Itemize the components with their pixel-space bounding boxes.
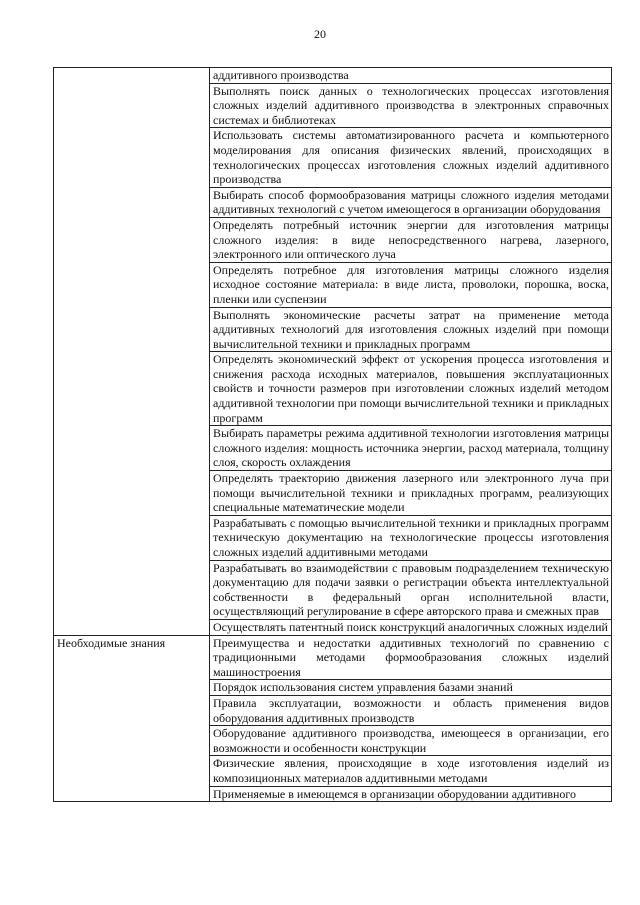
table-row xyxy=(54,635,612,680)
skill-item: Выполнять поиск данных о технологических процессах изготовления сложных изделий аддитивного производства в электронных справочных системах и библиотеках xyxy=(210,83,612,128)
skill-item: Выбирать параметры режима аддитивной технологии изготовления матрицы сложного изделия: мощность источника энергии, расход материала, толщину слоя, скорость охлаждения xyxy=(210,426,612,471)
knowledge-item: Порядок использования систем управления базами знаний xyxy=(210,680,612,696)
requirements-table xyxy=(53,67,612,802)
skill-item: аддитивного производства xyxy=(210,68,612,84)
skill-item: Определять потребное для изготовления матрицы сложного изделия исходное состояние материала: в виде листа, проволоки, порошка, воска, пленки или суспензии xyxy=(210,262,612,307)
knowledge-label: Необходимые знания xyxy=(54,635,210,802)
skill-item: Осуществлять патентный поиск конструкций аналогичных сложных изделий xyxy=(210,619,612,635)
skills-label-cell xyxy=(54,68,210,636)
skill-item: Определять траекторию движения лазерного или электронного луча при помощи вычислительной техники и прикладных программ, реализующих специальные математические модели xyxy=(210,471,612,516)
knowledge-item: Применяемые в имеющемся в организации оборудовании аддитивного xyxy=(210,786,612,802)
knowledge-item: Оборудование аддитивного производства, имеющееся в организации, его возможности и особенности конструкции xyxy=(210,726,612,756)
skill-item: Использовать системы автоматизированного расчета и компьютерного моделирования для описания физических явлений, происходящих в технологических процессах изготовления сложных изделий аддитивного производства xyxy=(210,128,612,187)
skill-item: Выполнять экономические расчеты затрат на применение метода аддитивных технологий для изготовления сложных изделий при помощи вычислительной техники и прикладных программ xyxy=(210,307,612,352)
table-row xyxy=(54,68,612,84)
page-number: 20 xyxy=(314,27,326,41)
skill-item: Разрабатывать во взаимодействии с правовым подразделением техническую документацию для подачи заявки о регистрации объекта интеллектуальной собственности в федеральный орган исполнительной власти, осуществляющий регулирование в сфере авторского права и смежных прав xyxy=(210,560,612,619)
requirements-table-body xyxy=(54,68,612,802)
knowledge-item: Правила эксплуатации, возможности и область применения видов оборудования аддитивных производств xyxy=(210,695,612,725)
skill-item: Выбирать способ формообразования матрицы сложного изделия методами аддитивных технологий с учетом имеющегося в организации оборудования xyxy=(210,187,612,217)
knowledge-item: Физические явления, происходящие в ходе изготовления изделий из композиционных материалов аддитивными методами xyxy=(210,756,612,786)
skill-item: Разрабатывать с помощью вычислительной техники и прикладных программ техническую документацию на технологические процессы изготовления сложных изделий аддитивными методами xyxy=(210,515,612,560)
skill-item: Определять экономический эффект от ускорения процесса изготовления и снижения расхода исходных материалов, повышения эксплуатационных свойств и точности размеров при изготовлении сложных изделий методом аддитивной технологии при помощи вычислительной техники и прикладных программ xyxy=(210,352,612,426)
skill-item: Определять потребный источник энергии для изготовления матрицы сложного изделия: в виде непосредственного нагрева, лазерного, электронного или оптического луча xyxy=(210,217,612,262)
knowledge-item: Преимущества и недостатки аддитивных технологий по сравнению с традиционными методами формообразования сложных изделий машиностроения xyxy=(210,635,612,680)
